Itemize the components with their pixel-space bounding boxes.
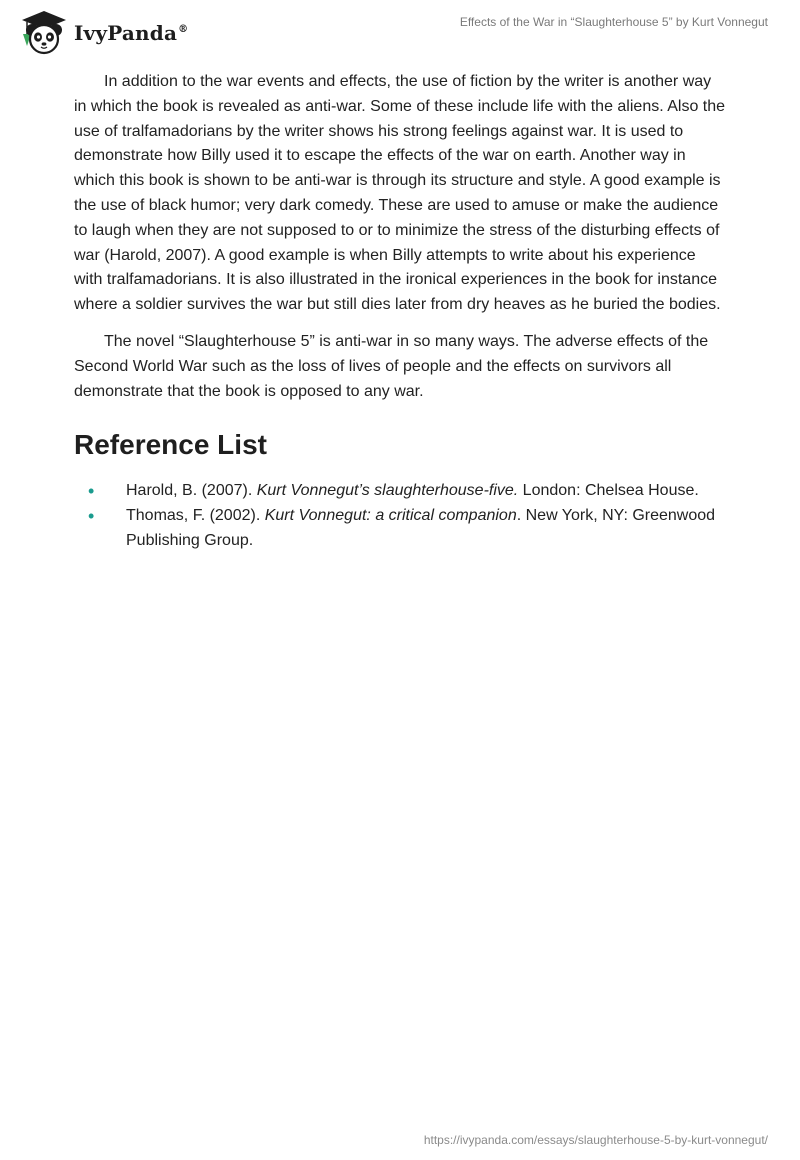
body-paragraph: The novel “Slaughterhouse 5” is anti-war in so many ways. The adverse effects of the Second World War such as the loss of lives of people and the effects on survivors all demonstrate that the book is opposed to any war. bbox=[74, 332, 709, 400]
reference-list bbox=[74, 479, 726, 553]
reference-publisher: . New York, NY: Greenwood Publishing Group. bbox=[126, 507, 716, 549]
document-title: Effects of the War in “Slaughterhouse 5” by Kurt Vonnegut bbox=[459, 15, 768, 29]
reference-publisher: London: Chelsea House. bbox=[518, 482, 699, 500]
reference-title: Kurt Vonnegut’s slaughterhouse-five. bbox=[256, 482, 519, 500]
reference-author: Harold, B. (2007). bbox=[126, 482, 257, 500]
brand-name: IvyPanda® bbox=[74, 21, 189, 45]
reference-item bbox=[74, 504, 726, 554]
bullet-icon: • bbox=[88, 506, 95, 527]
reference-title: Kurt Vonnegut: a critical companion bbox=[264, 507, 517, 525]
ivypanda-logo[interactable] bbox=[16, 8, 188, 58]
body-paragraph: In addition to the war events and effects, the use of fiction by the writer is another way in which the book is revealed as anti-war. Some of these include life with the aliens. Also the use of tralfamadorians by the writer shows his strong feelings against war. It is used to demonstrate how Billy used it to escape the effects of the war on earth. Another way in which this book is shown to be anti-war is through its structure and style. A good example is the use of black humor; very dark comedy. These are used to amuse or make the audience to laugh when they are not supposed to or to minimize the stress of the disturbing effects of war (Harold, 2007). A good example is when Billy attempts to write about his experience with tralfamadorians. It is also illustrated in the ironical experiences in the book for instance where a soldier survives the war but still dies later from dry heaves as he buried the bodies. bbox=[74, 73, 726, 314]
panda-graduation-cap-logo-icon bbox=[16, 8, 72, 58]
essay-content bbox=[74, 70, 726, 554]
page-header bbox=[0, 0, 800, 70]
bullet-icon: • bbox=[88, 481, 95, 502]
reference-item bbox=[74, 479, 726, 504]
source-url-link[interactable]: https://ivypanda.com/essays/slaughterhouse-5-by-kurt-vonnegut/ bbox=[423, 1133, 768, 1147]
reference-author: Thomas, F. (2002). bbox=[126, 507, 265, 525]
reference-list-heading: Reference List bbox=[74, 429, 267, 461]
